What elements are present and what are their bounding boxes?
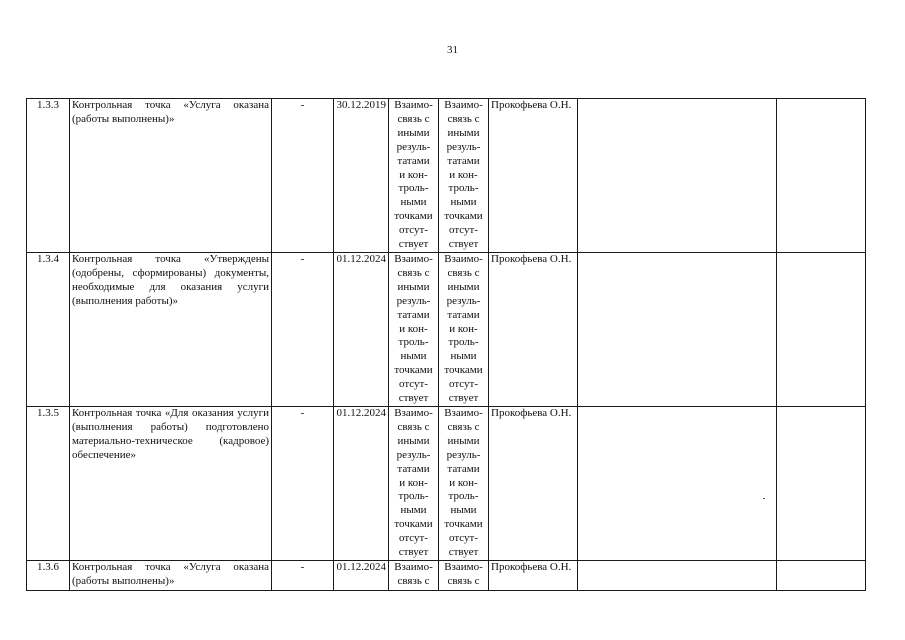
relation-cell: Взаимо- связь с [389,561,439,591]
empty-cell [777,99,866,253]
control-points-table [26,98,866,591]
control-point-name: Контрольная точка «Услуга оказана (работы выполнены)» [70,561,272,591]
empty-cell [578,407,777,561]
scan-speck [763,498,765,499]
empty-cell [777,253,866,407]
relation-cell: Взаимо- связь с иными резуль- татами и кон- троль- ными точками отсут- ствует [389,407,439,561]
date-cell: 01.12.2024 [334,407,389,561]
responsible-cell: Прокофьева О.Н. [489,407,578,561]
empty-cell [578,561,777,591]
row-number: 1.3.3 [27,99,70,253]
page-number: 31 [447,44,458,56]
row-number: 1.3.4 [27,253,70,407]
dash-cell: - [272,99,334,253]
relation-cell: Взаимо- связь с иными резуль- татами и кон- троль- ными точками отсут- ствует [439,99,489,253]
row-number: 1.3.6 [27,561,70,591]
control-point-name: Контрольная точка «Для оказания услуги (выполнения работы) подготовлено материально-техническое (кадровое) обеспечение» [70,407,272,561]
date-cell: 30.12.2019 [334,99,389,253]
control-point-name: Контрольная точка «Утверждены (одобрены, сформированы) документы, необходимые для оказания услуги (выполнения работы)» [70,253,272,407]
empty-cell [578,99,777,253]
dash-cell: - [272,561,334,591]
relation-cell: Взаимо- связь с иными резуль- татами и кон- троль- ными точками отсут- ствует [439,253,489,407]
row-number: 1.3.5 [27,407,70,561]
date-cell: 01.12.2024 [334,253,389,407]
dash-cell: - [272,407,334,561]
table-row [27,99,866,253]
table-row [27,407,866,561]
empty-cell [777,407,866,561]
responsible-cell: Прокофьева О.Н. [489,561,578,591]
responsible-cell: Прокофьева О.Н. [489,253,578,407]
dash-cell: - [272,253,334,407]
control-point-name: Контрольная точка «Услуга оказана (работы выполнены)» [70,99,272,253]
empty-cell [578,253,777,407]
responsible-cell: Прокофьева О.Н. [489,99,578,253]
date-cell: 01.12.2024 [334,561,389,591]
table-row [27,253,866,407]
relation-cell: Взаимо- связь с иными резуль- татами и кон- троль- ными точками отсут- ствует [439,407,489,561]
relation-cell: Взаимо- связь с иными резуль- татами и кон- троль- ными точками отсут- ствует [389,99,439,253]
empty-cell [777,561,866,591]
table-row [27,561,866,591]
relation-cell: Взаимо- связь с [439,561,489,591]
relation-cell: Взаимо- связь с иными резуль- татами и кон- троль- ными точками отсут- ствует [389,253,439,407]
